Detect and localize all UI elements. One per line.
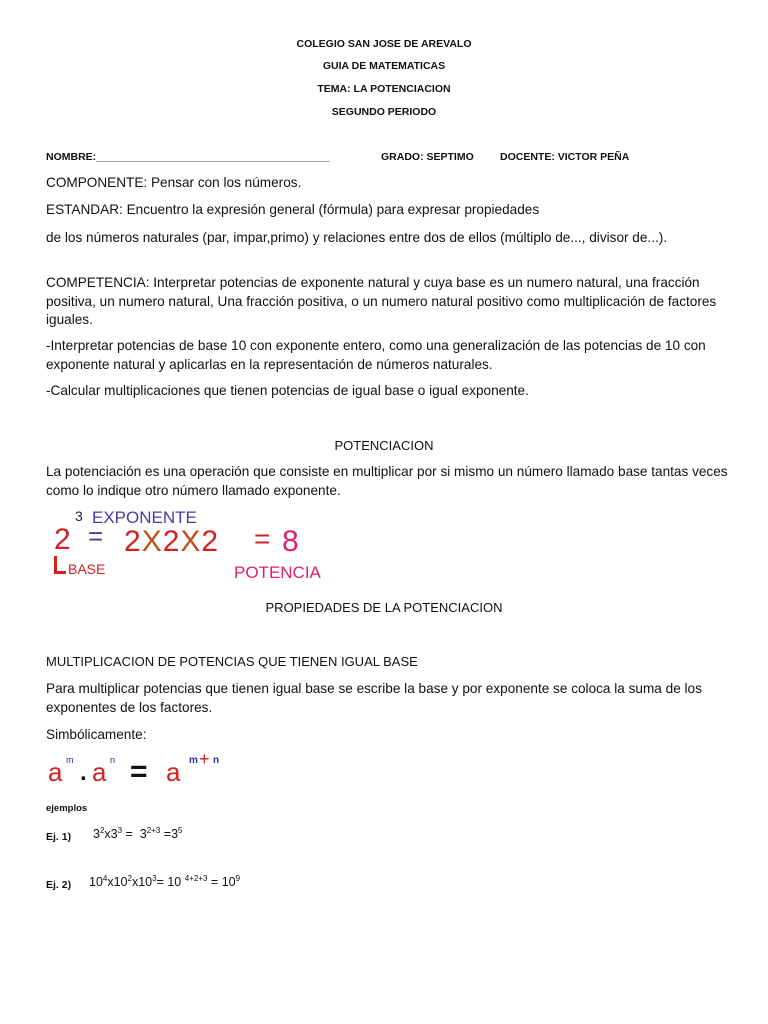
estandar-text-2: de los números naturales (par, impar,primo) y relaciones entre dos de ellos (múltiplo de..., divisor de...). (46, 230, 668, 245)
teacher-label: DOCENTE: VICTOR PEÑA (500, 151, 630, 163)
power-label: POTENCIA (234, 563, 321, 582)
examples-label: ejemplos (46, 803, 88, 814)
guide-title: GUIA DE MATEMATICAS (322, 60, 446, 72)
equals-sign: = (88, 521, 104, 551)
exponent-label: EXPONENTE (92, 508, 197, 527)
formula-exponent: m (66, 755, 74, 765)
school-name: COLEGIO SAN JOSE DE AREVALO (296, 38, 472, 50)
formula-equals: = (130, 755, 148, 788)
formula-dot: . (80, 759, 87, 786)
base-number: 2 (54, 523, 71, 556)
times-sign: X (180, 525, 202, 558)
power-diagram (40, 505, 370, 585)
properties-heading: PROPIEDADES DE LA POTENCIACION (265, 600, 503, 615)
formula (48, 749, 288, 795)
topic-title: TEMA: LA POTENCIACION (317, 83, 451, 95)
name-field: NOMBRE:________________________________________ (46, 151, 330, 163)
property-rule: Para multiplicar potencias que tienen igual base se escribe la base y por exponente se coloca la suma de los exponentes de los factores. (46, 681, 702, 715)
formula-base: a (92, 757, 107, 787)
potenciacion-heading: POTENCIACION (334, 438, 434, 453)
property-subheading: MULTIPLICACION DE POTENCIAS QUE TIENEN IGUAL BASE (46, 654, 418, 669)
example-1-label: Ej. 1) (46, 831, 72, 843)
symbolic-label: Simbólicamente: (46, 727, 147, 742)
factor: 2 (162, 525, 181, 558)
formula-exponent: m (189, 755, 198, 766)
formula-exponent: n (213, 755, 220, 766)
example-2-expression: $10^4x10^2x10^3= 10$ $^{4+2+3} = 10^9$ (89, 873, 241, 889)
base-label: BASE (68, 561, 106, 577)
exponent-number: 3 (75, 508, 83, 524)
formula-plus: + (199, 749, 210, 769)
result-number: 8 (282, 525, 299, 558)
example-1-expression: $3^2x3^3 = 3^{2+3} =3^5$ (93, 825, 183, 841)
potenciacion-definition: La potenciación es una operación que consiste en multiplicar por si mismo un número llamado base tantas veces como lo indique otro número llamado exponente. (46, 464, 728, 498)
base-bracket-horizontal (54, 571, 66, 574)
competencia-text: COMPETENCIA: Interpretar potencias de exponente natural y cuya base es un numero natural, una fracción positiva, un numero natural, Una fracción positiva, o un numero natural positivo como multiplicación de factores iguales. (46, 275, 717, 327)
estandar-text-1: ESTANDAR: Encuentro la expresión general (fórmula) para expresar propiedades (46, 202, 540, 217)
objective-2: -Calcular multiplicaciones que tienen potencias de igual base o igual exponente. (46, 383, 529, 398)
formula-base: a (48, 757, 63, 787)
times-sign: X (141, 525, 163, 558)
grade-label: GRADO: SEPTIMO (381, 151, 474, 163)
factor: 2 (124, 525, 142, 558)
factor: 2 (201, 525, 220, 558)
formula-result-base: a (166, 757, 181, 787)
expansion (124, 525, 219, 559)
formula-exponent: n (110, 755, 116, 765)
equals-sign: = (254, 523, 271, 554)
objective-1: -Interpretar potencias de base 10 con exponente entero, como una generalización de las potencias de 10 con exponente natural y aplicarlas en la representación de números naturales. (46, 338, 706, 372)
period-title: SEGUNDO PERIODO (331, 106, 437, 118)
example-2-label: Ej. 2) (46, 879, 72, 891)
componente-text: COMPONENTE: Pensar con los números. (46, 175, 302, 190)
